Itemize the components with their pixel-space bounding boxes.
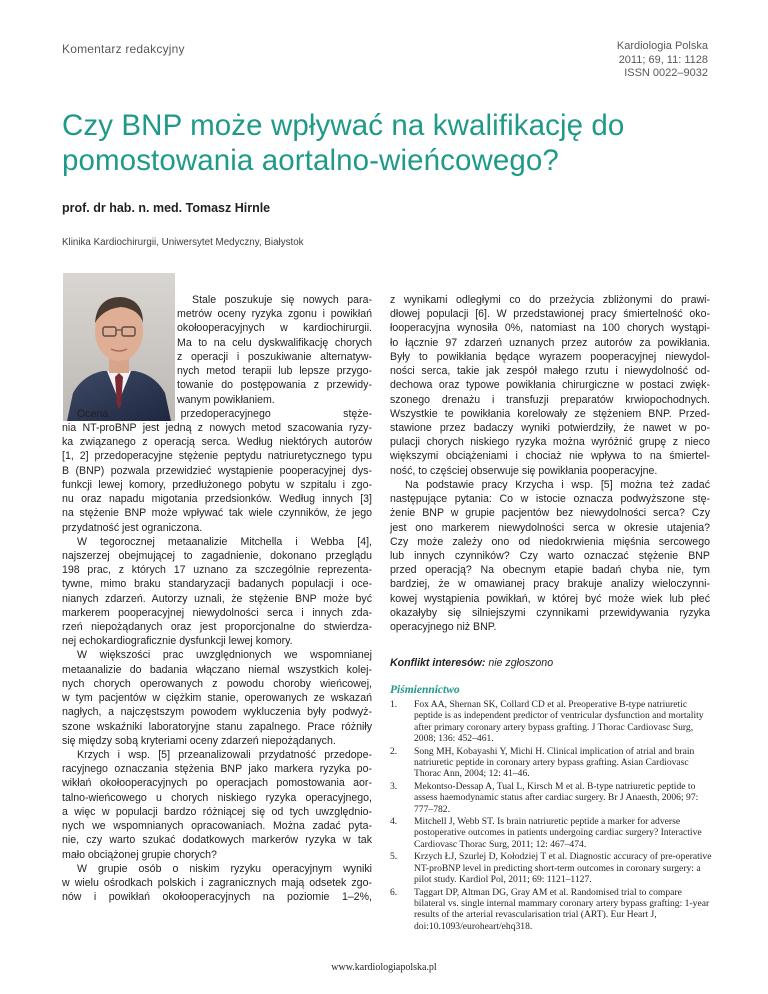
body-line: z operacji i poszukiwanie alternatyw- [177, 350, 372, 363]
body-line: Ocena przedoperacyjnego stęże- [77, 407, 372, 420]
body-line: nagłych, a najczęstszym powodem wykluczenia były podwyż- [62, 706, 372, 719]
body-line: racyjnego oznaczania stężenia BNP jako markera ryzyka po- [62, 763, 372, 776]
article-title: Czy BNP może wpływać na kwalifikację do pomostowania aortalno-wieńcowego? [62, 109, 625, 177]
reference-number: 2. [390, 745, 398, 757]
section-label: Komentarz redakcyjny [62, 42, 185, 56]
body-line: łooperacyjna wynosiła 0%, natomiast na 100 chorych wystąpi- [390, 322, 710, 335]
reference-text: Mekontso-Dessap A, Tual L, Kirsch M et al. B-type natriuretic peptide to assess haemodynamic status after cardiac surgery. Br J Anaesth, 2006; 97: 777–782. [414, 780, 699, 815]
body-line: W grupie osób o niskim ryzyku operacyjnym wyniki [77, 862, 372, 875]
journal-name: Kardiologia Polska [616, 40, 708, 52]
body-line: W większości prac uwzględnionych we wspomnianej [77, 649, 372, 662]
body-line: się między sobą kryteriami oceny zdarzeń niepożądanych. [62, 734, 336, 747]
body-line: ka związanego z operacją serca. Według niektórych autorów [62, 436, 372, 449]
body-line: 198 prac, z których 17 uznano za szczególnie reprezenta- [62, 564, 372, 577]
body-line: markerem pooperacyjnej niewydolności serca i innych zda- [62, 606, 372, 619]
body-line: nej echokardiograficznie dysfunkcji lewej komory. [62, 635, 293, 648]
body-line: dechowa oraz typowe powikłania chirurgiczne w postaci zwięk- [390, 379, 710, 392]
body-line: ło łącznie 97 zdarzeń uznanych przez autorów za powikłania. [390, 336, 710, 349]
reference-text: Fox AA, Shernan SK, Collard CD et al. Preoperative B-type natriuretic peptide is as independent predictor of ventricular dysfunction and mortality after primary coronary artery bypass grafting. J Thorac Cardiovasc Surg, 2008; 136: 452–461. [414, 699, 704, 745]
body-line: kowej wystąpienia powikłań, w której być może wiek lub płeć [390, 592, 710, 605]
body-line: metrów oceny ryzyka zgonu i powikłań [177, 308, 372, 321]
body-line: nia NT-proBNP jest jedną z nowych metod szacowania ryzy- [62, 421, 372, 434]
references-heading: Piśmiennictwo [390, 684, 460, 696]
reference-item [390, 699, 712, 745]
reference-number: 4. [390, 816, 398, 828]
body-line: przed operacją? Na obecnym etapie badań chyba nie, tym [390, 564, 710, 577]
body-line: wikłań okołooperacyjnych po operacjach pomostowania aor- [62, 777, 372, 790]
body-line: tywne, mimo braku standaryzacji badanych populacji i oce- [62, 578, 372, 591]
conflict-label: Konflikt interesów: [390, 657, 486, 669]
body-line: następujące pytania: Co w istocie oznacza podwyższone stę- [390, 493, 710, 506]
body-line: nów i powikłań okołooperacyjnych na poziomie 1–2%, [62, 891, 372, 904]
body-column-right [390, 293, 710, 634]
body-line: Były to powikłania będące wyrazem pooperacyjnej niewydol- [390, 350, 710, 363]
body-line: nych we wspomnianych opracowaniach. Można zadać pyta- [62, 820, 372, 833]
body-line: lub innych czynników? Czy warto oznaczać stężenie BNP [390, 549, 710, 562]
body-line: operacyjnego niż BNP. [390, 621, 497, 634]
references-list [390, 699, 712, 933]
body-line: nu oraz napadu migotania przedsionków. Według innych [3] [62, 493, 372, 506]
body-line: nie, czy warto szukać dodatkowych markerów ryzyka w tak [62, 834, 372, 847]
reference-item [390, 746, 712, 780]
body-line: szone wskaźniki laboratoryjne stanu zapalnego. Prace różniły [62, 720, 372, 733]
reference-text: Mitchell J, Webb ST. Is brain natriuretic peptide a marker for adverse postoperative outcomes in patients undergoing cardiac surgery? Interactive Cardiovasc Thorac Surg, 2011; 12: 467–474. [414, 816, 702, 850]
body-line: w tym pacjentów w ciężkim stanie, operowanych ze wskazań [62, 692, 372, 705]
reference-text: Song MH, Kobayashi Y, Michi H. Clinical implication of atrial and brain natriuretic peptide in coronary artery bypass grafting. Asian Cardiovasc Thorac Ann, 2004; 12: 41–46. [414, 745, 695, 780]
body-line: Na podstawie pracy Krzycha i wsp. [5] można też zadać [405, 478, 710, 491]
body-line: [1, 2] przedoperacyjne stężenie peptydu natriuretycznego typu [62, 450, 372, 463]
reference-number: 5. [390, 851, 398, 863]
body-line: jest ono markerem niewydolności serca w okresie utajenia? [390, 521, 710, 534]
author-affiliation: Klinika Kardiochirurgii, Uniwersytet Medyczny, Białystok [62, 237, 304, 248]
body-line: najszerzej obejmującej to zagadnienie, dokonano przeglądu [62, 549, 372, 562]
body-line: stawione przez badaczy wyniki potwierdziły, że nawet w po- [390, 421, 710, 434]
body-line: funkcji lewej komory, przedłużonego pobytu w szpitalu i zgo- [62, 478, 372, 491]
body-line: okazałyby się silniejszymi czynnikami przewidywania ryzyka [390, 606, 710, 619]
body-column-left [62, 293, 372, 904]
body-line: okołooperacyjnych w kardiochirurgii. [177, 322, 372, 335]
body-line: ność, to częściej obserwuje się powikłania pooperacyjne. [390, 464, 658, 477]
body-line: Stale poszukuje się nowych para- [192, 294, 372, 306]
conflict-text: nie zgłoszono [488, 657, 554, 669]
reference-number: 1. [390, 699, 398, 710]
article-author: prof. dr hab. n. med. Tomasz Hirnle [62, 201, 271, 215]
body-line: talno-wieńcowego u chorych niskiego ryzyka operacyjnego, [62, 791, 372, 804]
body-line: rzeń niepożądanych oraz jest proporcjonalne do stwierdza- [62, 621, 372, 634]
body-line: W tegorocznej metaanalizie Mitchella i Webba [4], [77, 535, 372, 548]
reference-item [390, 851, 712, 885]
conflict-of-interest [390, 657, 553, 669]
reference-number: 6. [390, 886, 398, 898]
body-line: na stężenie BNP może wpływać tak wiele czynników, że jego [62, 507, 372, 520]
body-line: ności serca, takie jak zespół małego rzutu i niewydolność od- [390, 365, 710, 378]
journal-volume: 2011; 69, 11: 1128 [618, 53, 708, 66]
body-line: mało obciążonej grupie chorych? [62, 848, 217, 861]
reference-text: Taggart DP, Altman DG, Gray AM et al. Randomised trial to compare bilateral vs. single internal mammary coronary artery bypass grafting: 1-year results of the arterial revascularisation trial (ART). Eur Heart J, doi:10.1093/euroheart/ehq318. [414, 886, 710, 932]
body-line: wanym powikłaniem. [177, 393, 275, 406]
reference-item [390, 816, 712, 850]
body-line: metaanalizie do badania włączano niemal wszystkich kolej- [62, 663, 372, 676]
body-line: Wszystkie te powikłania korelowały ze stężeniem BNP. Przed- [390, 407, 710, 420]
reference-text: Krzych ŁJ, Szurlej D, Kołodziej T et al. Diagnostic accuracy of pre-operative NT-proBNP level in predicting short-term outcomes in coronary surgery: a pilot study. Kardiol Pol, 2011; 69: 1121–1127. [414, 851, 712, 886]
body-line: Czy może zależy ono od niedokrwienia mięśnia sercowego [390, 535, 710, 548]
body-line: większymi obciążeniami i chociaż nie wpływa to na śmiertel- [390, 450, 710, 463]
body-line: a więc w populacji bardzo różniącej się od tych uwzględnio- [62, 805, 372, 818]
body-line: bardziej, że w omawianej pracy brakuje analizy wieloczynni- [390, 578, 710, 591]
body-line: nych metod terapii lub lepsze przygo- [177, 365, 372, 378]
body-line: żenie BNP w grupie pacjentów bez niewydolności serca? Czy [390, 507, 710, 520]
body-line: Krzych i wsp. [5] przeanalizowali przydatność przedope- [77, 749, 372, 761]
body-line: przydatność jest ograniczona. [62, 521, 203, 534]
body-line: w wielu ośrodkach polskich i zagranicznych mają odsetek zgo- [62, 876, 372, 889]
journal-info [617, 40, 708, 81]
footer-url: www.kardiologiapolska.pl [331, 962, 437, 973]
reference-item [390, 781, 712, 815]
body-line: pulacji chorych niskiego ryzyka można wyróżnić grupę z nieco [390, 436, 710, 449]
body-line: nych chorych operowanych z powodu choroby wieńcowej, [62, 677, 372, 690]
body-line: z wynikami odległymi co do przeżycia zbliżonymi do prawi- [390, 294, 710, 306]
body-line: B (BNP) pozwala przewidzieć wystąpienie pooperacyjnej dys- [62, 464, 372, 477]
body-line: dłowej populacji [6]. W przedstawionej pracy śmiertelność oko- [390, 308, 710, 321]
body-line: nianych zdarzeń. Autorzy uznali, że stężenie BNP może być [62, 592, 372, 605]
reference-number: 3. [390, 780, 398, 792]
body-line: Ma to na celu dyskwalifikację chorych [177, 336, 372, 349]
reference-item [390, 887, 712, 933]
body-line: towanie do postępowania z przewidy- [177, 379, 372, 392]
body-line: szonego drenażu i transfuzji preparatów krwiopochodnych. [390, 393, 710, 406]
journal-issn: ISSN 0022–9032 [624, 67, 708, 79]
